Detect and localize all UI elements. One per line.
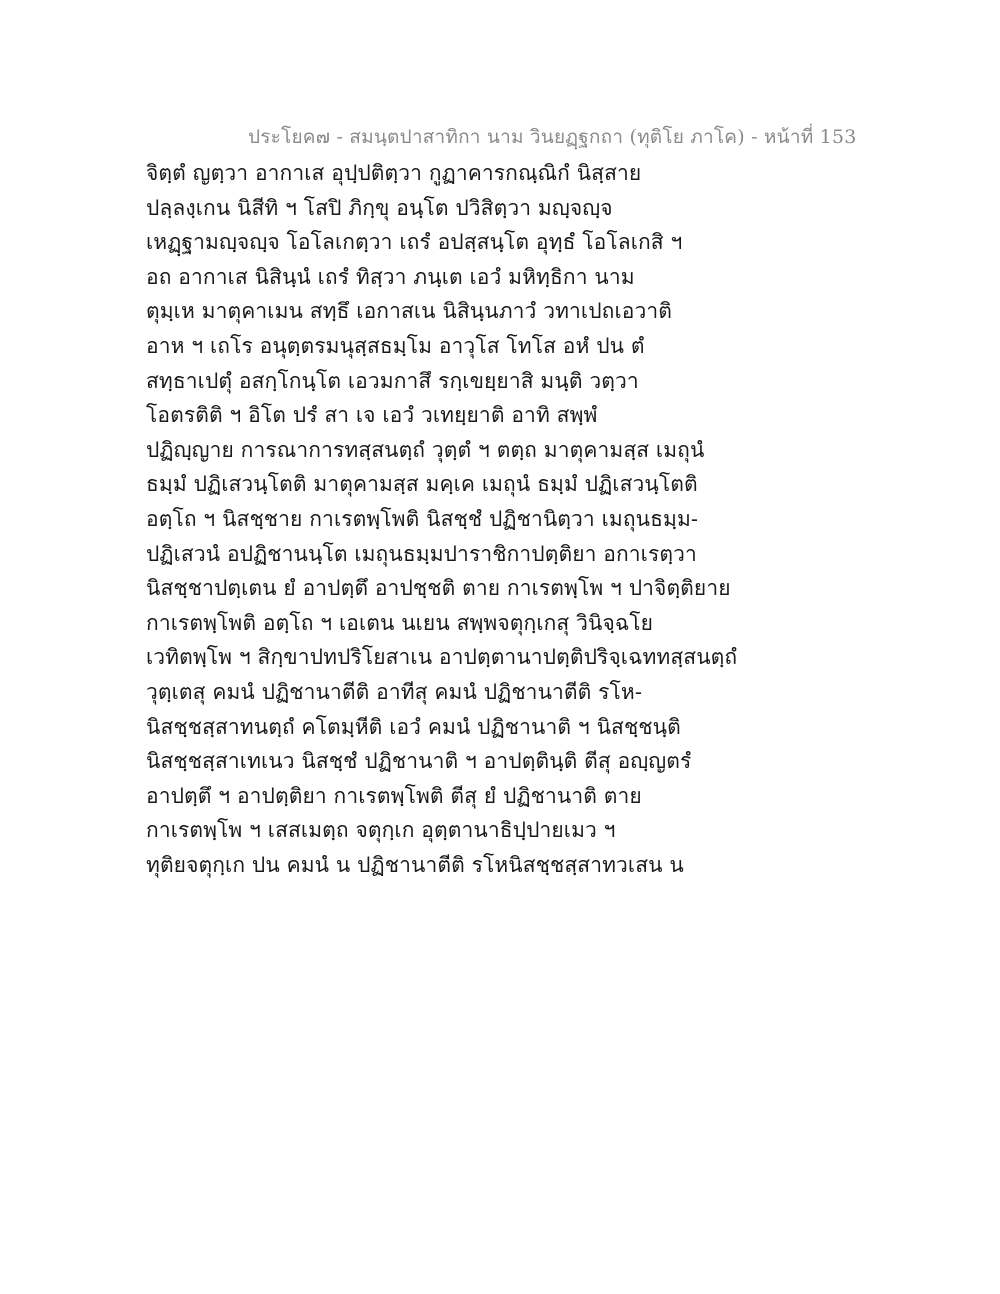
- text-line: ปฏิเสวนํ อปฏิชานนฺโต เมถุนธมฺมปาราชิกาปตฺติยา อกาเรตฺวา: [146, 541, 697, 566]
- text-line: ทุติยจตุกฺเก ปน คมนํ น ปฏิชานาตีติ รโหนิสชฺชสฺสาทวเสน น: [146, 852, 684, 877]
- text-line: นิสชฺชสฺสาทนตฺถํ คโตมฺหีติ เอวํ คมนํ ปฏิชานาติ ฯ นิสชฺชนฺติ: [146, 714, 681, 739]
- text-line: สทฺธาเปตุํ อสกฺโกนฺโต เอวมกาสึ รกฺเขยฺยาสิ มนฺติ วตฺวา: [146, 368, 639, 393]
- text-line: จิตฺตํ ญตฺวา อากาเส อุปฺปติตฺวา กูฏาคารกณฺณิกํ นิสฺสาย: [146, 161, 642, 185]
- text-line: นิสชฺชสฺสาเทเนว นิสชฺชํ ปฏิชานาติ ฯ อาปตฺตินฺติ ตีสุ อญฺญตรํ: [146, 749, 692, 774]
- text-line: ตุมฺเห มาตุคาเมน สทฺธึ เอกาสเน นิสินฺนภาวํ วทาเปถเอวาติ: [146, 299, 672, 324]
- body-text: [146, 156, 738, 882]
- text-line: อาห ฯ เถโร อนุตฺตรมนุสฺสธมฺโม อาวุโส โทโส อหํ ปน ตํ: [146, 333, 645, 358]
- text-line: อาปตฺตึ ฯ อาปตฺติยา กาเรตพฺโพติ ตีสุ ยํ ปฏิชานาติ ตาย: [146, 783, 642, 808]
- text-line: กาเรตพฺโพ ฯ เสสเมตฺถ จตุกฺเก อุตฺตานาธิปฺปายเมว ฯ: [146, 818, 616, 843]
- text-line: นิสชฺชาปตฺเตน ยํ อาปตฺตึ อาปชฺชติ ตาย กาเรตพฺโพ ฯ ปาจิตฺติยาย: [146, 576, 731, 601]
- text-line: เวทิตพฺโพ ฯ สิกฺขาปทปริโยสาเน อาปตฺตานาปตฺติปริจฺเฉททสฺสนตฺถํ: [146, 645, 738, 670]
- text-line: ปลฺลงฺเกน นิสีทิ ฯ โสปิ ภิกฺขุ อนฺโต ปวิสิตฺวา มญฺจญฺจ: [146, 195, 613, 220]
- text-line: ธมฺมํ ปฏิเสวนฺโตติ มาตุคามสฺส มคฺเค เมถุนํ ธมฺมํ ปฏิเสวนฺโตติ: [146, 472, 698, 497]
- text-line: อตฺโถ ฯ นิสชฺชาย กาเรตพฺโพติ นิสชฺชํ ปฏิชานิตฺวา เมถุนธมฺม-: [146, 506, 699, 531]
- text-line: ปฏิญฺญาย การณาการทสฺสนตฺถํ วุตฺตํ ฯ ตตฺถ มาตุคามสฺส เมถุนํ: [146, 437, 705, 462]
- text-line: กาเรตพฺโพติ อตฺโถ ฯ เอเตน นเยน สพฺพจตุกฺเกสุ วินิจฺฉโย: [146, 610, 654, 635]
- running-header: ประโยค๗ - สมนฺตปาสาทิกา นาม วินยฏฺฐกถา (ทุติโย ภาโค) - หน้าที่ 153: [248, 126, 857, 148]
- text-line: เหฏฺฐามญฺจญฺจ โอโลเกตฺวา เถรํ อปสฺสนฺโต อุทฺธํ โอโลเกสิ ฯ: [146, 230, 683, 255]
- text-line: วุตฺเตสุ คมนํ ปฏิชานาตีติ อาทีสุ คมนํ ปฏิชานาตีติ รโห-: [146, 679, 643, 704]
- text-line: อถ อากาเส นิสินฺนํ เถรํ ทิสฺวา ภนฺเต เอวํ มหิทฺธิกา นาม: [146, 264, 635, 289]
- text-line: โอตรติติ ฯ อิโต ปรํ สา เจ เอวํ วเทยฺยาติ อาทิ สพฺพํ: [146, 403, 598, 428]
